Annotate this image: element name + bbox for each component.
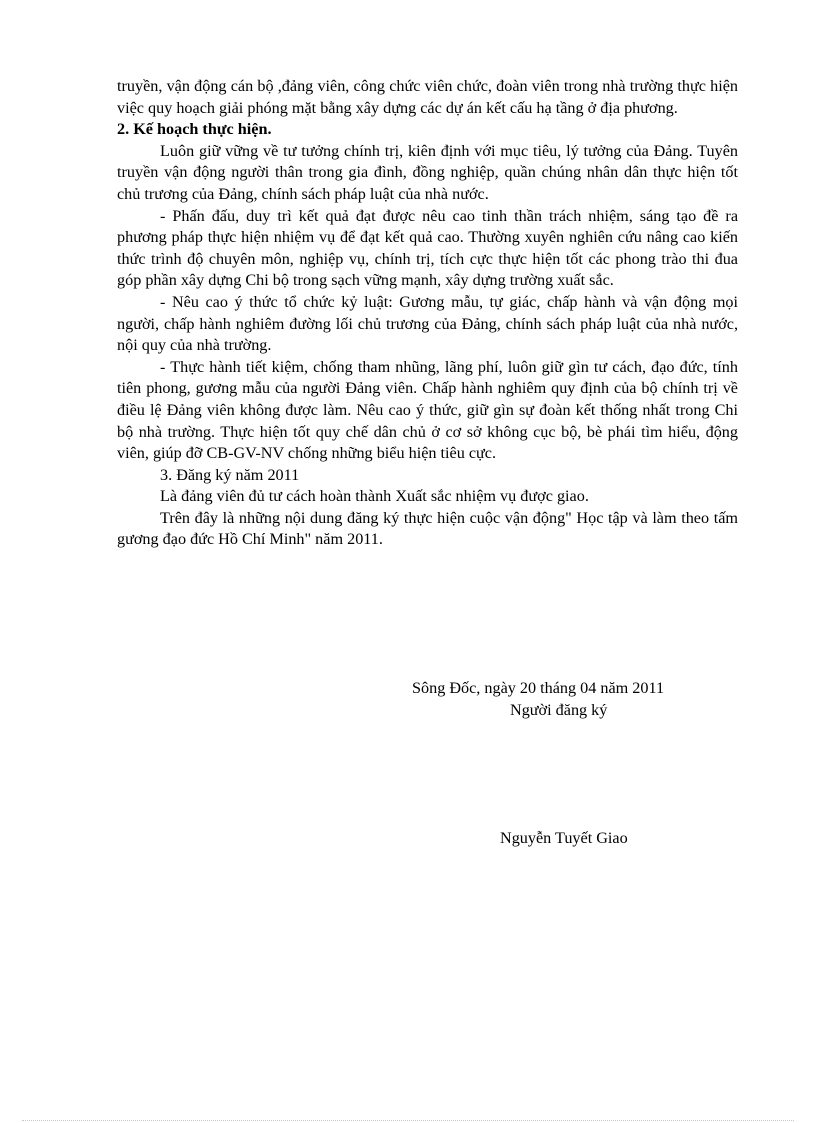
signature-place-date: Sông Đốc, ngày 20 tháng 04 năm 2011 (412, 679, 665, 697)
signature-role: Người đăng ký (510, 701, 608, 719)
section-2-paragraph-4: - Thực hành tiết kiệm, chống tham nhũng, lãng phí, luôn giữ gìn tư cách, đạo đức, tính tiên phong, gương mẫu của người Đảng viên. Chấp hành nghiêm quy định của bộ chính trị về điều lệ Đảng viên không được làm. Nêu cao ý thức, giữ gìn sự đoàn kết thống nhất trong Chi bộ nhà trường. Thực hiện tốt quy chế dân chủ ở cơ sở không cục bộ, bè phái tìm hiểu, động viên, giúp đỡ CB-GV-NV chống những biểu hiện tiêu cực. (117, 357, 738, 463)
section-2-paragraph-3: - Nêu cao ý thức tổ chức kỷ luật: Gương mẫu, tự giác, chấp hành và vận động mọi người, chấp hành nghiêm đường lối chủ trương của Đảng, chính sách pháp luật của nhà nước, nội quy của nhà trường. (117, 292, 738, 355)
section-2-paragraph-1: Luôn giữ vững về tư tưởng chính trị, kiên định với mục tiêu, lý tưởng của Đảng. Tuyên truyền vận động người thân trong gia đình, đồng nghiệp, quần chúng nhân dân thực hiện tốt chủ trương của Đảng, chính sách pháp luật của nhà nước. (117, 141, 738, 203)
section-3-heading: 3. Đăng ký năm 2011 (160, 465, 300, 484)
section-3-paragraph-1: Là đảng viên đủ tư cách hoàn thành Xuất sắc nhiệm vụ được giao. (160, 487, 589, 506)
section-2-paragraph-2: - Phấn đấu, duy trì kết quả đạt được nêu cao tinh thần trách nhiệm, sáng tạo đề ra phương pháp thực hiện nhiệm vụ để đạt kết quả cao. Thường xuyên nghiên cứu nâng cao kiến thức trình độ chuyên môn, nghiệp vụ, chính trị, tích cực thực hiện tốt các phong trào thi đua góp phần xây dựng Chi bộ trong sạch vững mạnh, xây dựng trường xuất sắc. (117, 206, 738, 290)
page-bottom-divider (22, 1120, 794, 1121)
document-body (117, 76, 738, 551)
signature-name: Nguyễn Tuyết Giao (500, 829, 628, 847)
section-2-heading: 2. Kế hoạch thực hiện. (117, 120, 272, 139)
intro-continuation-paragraph: truyền, vận động cán bộ ,đảng viên, công chức viên chức, đoàn viên trong nhà trường thực hiện việc quy hoạch giải phóng mặt bằng xây dựng các dự án kết cấu hạ tầng ở địa phương. (117, 77, 738, 117)
section-3-paragraph-2: Trên đây là những nội dung đăng ký thực hiện cuộc vận động" Học tập và làm theo tấm gương đạo đức Hồ Chí Minh" năm 2011. (117, 508, 738, 549)
